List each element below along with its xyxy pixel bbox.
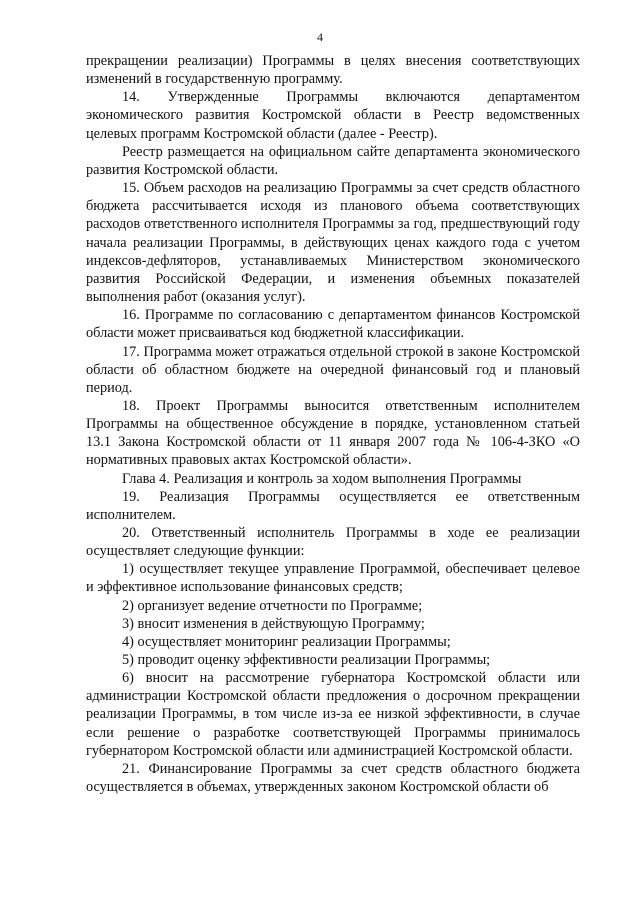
list-item-2: 2) организует ведение отчетности по Программе; [122,597,423,614]
paragraph-continuation: прекращении реализации) Программы в целях внесения соответствующих изменений в государственную программу. [86,53,580,88]
list-item-4: 4) осуществляет мониторинг реализации Программы; [122,633,451,650]
paragraph-19: 19. Реализация Программы осуществляется ее ответственным исполнителем. [86,488,580,523]
chapter-heading: Глава 4. Реализация и контроль за ходом выполнения Программы [122,470,522,487]
page-number: 4 [317,30,323,44]
list-item-5: 5) проводит оценку эффективности реализации Программы; [122,652,491,668]
paragraph-18: 18. Проект Программы выносится ответственным исполнителем Программы на общественное обсуждение в порядке, установленном статьей 13.1 Закона Костромской области от 11 января 2007 года № 106-4-ЗКО «О нормативных правовых актах Костромской области». [86,397,580,469]
paragraph-registry: Реестр размещается на официальном сайте департамента экономического развития Костромской области. [86,143,580,178]
paragraph-15: 15. Объем расходов на реализацию Программы за счет средств областного бюджета рассчитывается исходя из планового объема соответствующих расходов ответственного исполнителя Программы за год, предшествующий году начала реализации Программы, в действующих ценах каждого года с учетом индексов-дефляторов, устанавливаемых Министерством экономического развития Российской Федерации, и изменения объемных показателей выполнения работ (оказания услуг). [86,180,580,306]
list-item-1: 1) осуществляет текущее управление Программой, обеспечивает целевое и эффективное использование финансовых средств; [86,561,580,596]
paragraph-16: 16. Программе по согласованию с департаментом финансов Костромской области может присваиваться код бюджетной классификации. [86,307,580,342]
list-item-3: 3) вносит изменения в действующую Программу; [122,615,425,632]
paragraph-17: 17. Программа может отражаться отдельной строкой в законе Костромской области об областном бюджете на очередной финансовый год и плановый период. [86,343,580,396]
list-item-6: 6) вносит на рассмотрение губернатора Костромской области или администрации Костромской области предложения о досрочном прекращении реализации Программы, в том числе из-за ее низкой эффективности, в случае если решение о разработке соответствующей Программы принималось губернатором Костромской области или администрацией Костромской области. [86,670,580,759]
paragraph-14: 14. Утвержденные Программы включаются департаментом экономического развития Костромской области в Реестр ведомственных целевых программ Костромской области (далее - Реестр). [86,89,580,142]
paragraph-21: 21. Финансирование Программы за счет средств областного бюджета осуществляется в объемах, утвержденных законом Костромской области об [86,760,580,796]
paragraph-20: 20. Ответственный исполнитель Программы в ходе ее реализации осуществляет следующие функции: [86,524,580,560]
document-body [86,52,580,796]
